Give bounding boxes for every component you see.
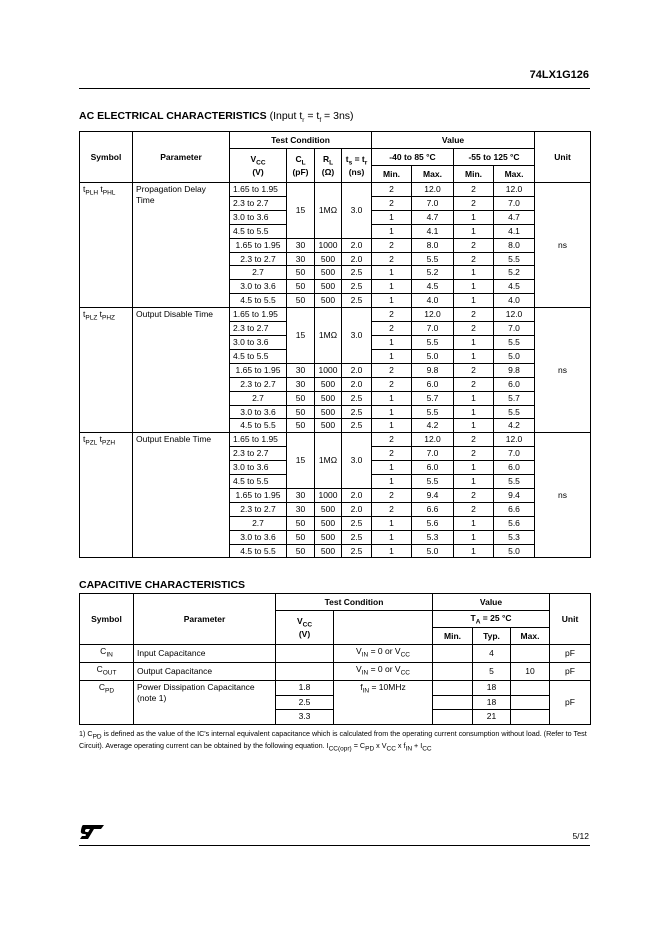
cap-max [511,710,550,725]
ac-cl: 15 [287,433,315,489]
ac-unit: ns [535,433,591,558]
ac-ts: 2.5 [342,391,372,405]
ac-cl: 50 [287,391,315,405]
ac-symbol: $t_{PLH}$ $t_{PHL}$ [80,183,133,308]
cap-unit: pF [550,663,591,681]
ac-min-85: 1 [372,516,412,530]
ac-max-125: 9.4 [494,488,535,502]
footnote: 1) $C_{PD}$ is defined as the value of the IC's internal equivalent capacitance which is calculated from the operating current consumption without load. (Refer to Test Circuit). Average operating current can be obtained by the following equation. $I_{CC(opr)} = C_{PD}$ x $V_{CC}$ x $f_{IN} + I_{CC}$ [79,729,587,753]
ac-min-85: 2 [372,377,412,391]
ac-cl: 30 [287,238,315,252]
ac-min-85: 2 [372,322,412,336]
ac-vcc: 2.3 to 2.7 [230,196,287,210]
ac-cl: 15 [287,183,315,239]
ac-vcc: 4.5 to 5.5 [230,544,287,558]
ac-vcc: 2.3 to 2.7 [230,322,287,336]
ac-cl: 50 [287,266,315,280]
ac-vcc: 2.3 to 2.7 [230,252,287,266]
ac-max-85: 4.1 [412,224,454,238]
cap-condition: $V_{IN} = 0$ or $V_{CC}$ [334,645,433,663]
ac-min-85: 2 [372,447,412,461]
cap-parameter: Input Capacitance [134,645,276,663]
ac-symbol: $t_{PLZ}$ $t_{PHZ}$ [80,308,133,433]
cap-vcc: 2.5 [276,695,334,710]
ac-cl: 50 [287,405,315,419]
ac-cl: 50 [287,280,315,294]
ac-max-85: 9.4 [412,488,454,502]
ac-max-125: 4.1 [494,224,535,238]
ac-min-85: 1 [372,530,412,544]
st-logo-icon [79,824,105,845]
ac-min-125: 1 [454,335,494,349]
ac-max-125: 4.0 [494,294,535,308]
ac-cl: 50 [287,294,315,308]
ac-rl: 1000 [315,488,342,502]
cap-header-condition-blank [334,611,433,645]
ac-vcc: 4.5 to 5.5 [230,475,287,489]
ac-ts: 2.5 [342,405,372,419]
ac-rl: 500 [315,405,342,419]
ac-min-85: 1 [372,335,412,349]
ac-min-125: 1 [454,405,494,419]
ac-rl: 500 [315,280,342,294]
cap-min [433,695,473,710]
ac-vcc: 2.7 [230,391,287,405]
cap-vcc: 1.8 [276,681,334,696]
ac-table-row [80,183,591,197]
ac-min-85: 1 [372,419,412,433]
ac-rl: 1MΩ [315,433,342,489]
cap-min [433,663,473,681]
ac-max-125: 7.0 [494,322,535,336]
ac-vcc: 2.3 to 2.7 [230,502,287,516]
ac-vcc: 1.65 to 1.95 [230,363,287,377]
ac-max-125: 5.5 [494,405,535,419]
ac-rl: 1000 [315,238,342,252]
capacitive-characteristics-table [79,593,591,725]
ac-min-85: 2 [372,252,412,266]
ac-characteristics-table [79,131,591,558]
cap-header-parameter: Parameter [134,594,276,645]
cap-row-cin [80,645,591,663]
ac-ts: 3.0 [342,433,372,489]
ac-vcc: 1.65 to 1.95 [230,488,287,502]
ac-max-125: 7.0 [494,196,535,210]
cap-max: 10 [511,663,550,681]
ac-vcc: 3.0 to 3.6 [230,280,287,294]
ac-min-125: 2 [454,447,494,461]
ac-max-85: 5.5 [412,405,454,419]
ac-min-85: 1 [372,266,412,280]
ac-ts: 2.0 [342,252,372,266]
header-range-85: -40 to 85 °C [372,149,454,166]
ac-ts: 2.0 [342,363,372,377]
ac-min-85: 2 [372,196,412,210]
ac-vcc: 1.65 to 1.95 [230,433,287,447]
ac-max-125: 5.7 [494,391,535,405]
cap-header-unit: Unit [550,594,591,645]
header-symbol: Symbol [80,132,133,183]
header-min: Min. [372,166,412,183]
ac-vcc: 3.0 to 3.6 [230,335,287,349]
ac-ts: 2.5 [342,280,372,294]
ac-vcc: 3.0 to 3.6 [230,405,287,419]
ac-vcc: 4.5 to 5.5 [230,294,287,308]
cap-typ: 18 [473,681,511,696]
ac-ts: 2.0 [342,502,372,516]
ac-max-85: 5.5 [412,335,454,349]
ac-vcc: 2.7 [230,266,287,280]
ac-min-125: 2 [454,488,494,502]
ac-vcc: 4.5 to 5.5 [230,224,287,238]
cap-parameter: Power Dissipation Capacitance (note 1) [134,681,276,725]
ac-min-85: 1 [372,349,412,363]
ac-max-85: 5.2 [412,266,454,280]
ac-cl: 30 [287,488,315,502]
ac-vcc: 1.65 to 1.95 [230,308,287,322]
ac-cl: 50 [287,419,315,433]
ac-rl: 500 [315,419,342,433]
cap-parameter: Output Capacitance [134,663,276,681]
header-max: Max. [412,166,454,183]
page-number: 5/12 [572,831,589,841]
ac-max-125: 12.0 [494,308,535,322]
ac-max-125: 7.0 [494,447,535,461]
part-number: 74LX1G126 [529,69,589,81]
cap-header-symbol: Symbol [80,594,134,645]
ac-rl: 500 [315,516,342,530]
ac-vcc: 3.0 to 3.6 [230,461,287,475]
ac-min-125: 1 [454,224,494,238]
ac-min-85: 1 [372,210,412,224]
footer-rule [79,845,590,846]
ac-max-85: 7.0 [412,322,454,336]
ac-min-125: 2 [454,433,494,447]
header-unit: Unit [535,132,591,183]
cap-row-cpd [80,681,591,696]
ac-ts: 2.5 [342,530,372,544]
ac-min-125: 1 [454,280,494,294]
ac-rl: 1000 [315,363,342,377]
cap-header-value: Value [433,594,550,611]
ac-max-125: 5.2 [494,266,535,280]
ac-max-125: 12.0 [494,183,535,197]
header-min: Min. [454,166,494,183]
ac-ts: 2.0 [342,488,372,502]
ac-max-125: 12.0 [494,433,535,447]
ac-min-125: 1 [454,461,494,475]
header-rule [79,88,590,89]
cap-header-typ: Typ. [473,628,511,645]
ac-max-85: 6.0 [412,377,454,391]
ac-table-row [80,433,591,447]
ac-parameter: Propagation Delay Time [133,183,230,308]
ac-max-125: 4.2 [494,419,535,433]
ac-ts: 2.5 [342,544,372,558]
ac-max-125: 9.8 [494,363,535,377]
ac-rl: 500 [315,502,342,516]
ac-max-85: 5.3 [412,530,454,544]
ac-max-85: 5.5 [412,252,454,266]
ac-max-85: 5.0 [412,349,454,363]
ac-max-125: 5.5 [494,252,535,266]
cap-symbol: $C_{IN}$ [80,645,134,663]
ac-max-125: 5.0 [494,544,535,558]
ac-max-125: 8.0 [494,238,535,252]
cap-max [511,695,550,710]
ac-min-125: 1 [454,349,494,363]
ac-min-125: 1 [454,210,494,224]
header-ts: $t_s = t_r$ (ns) [342,149,372,183]
cap-condition: $f_{IN} = 10MHz$ [334,681,433,725]
ac-vcc: 1.65 to 1.95 [230,238,287,252]
ac-min-125: 2 [454,377,494,391]
ac-min-125: 1 [454,544,494,558]
cap-typ: 5 [473,663,511,681]
ac-min-85: 1 [372,294,412,308]
ac-max-85: 12.0 [412,433,454,447]
ac-max-85: 5.6 [412,516,454,530]
header-vcc: $V_{CC}$ (V) [230,149,287,183]
ac-max-125: 4.5 [494,280,535,294]
ac-vcc: 2.3 to 2.7 [230,377,287,391]
cap-header-ta: $T_A = 25$ °C [433,611,550,628]
ac-vcc: 2.7 [230,516,287,530]
cap-header-vcc: $V_{CC}$ (V) [276,611,334,645]
ac-cl: 50 [287,530,315,544]
cap-unit: pF [550,645,591,663]
ac-max-85: 12.0 [412,183,454,197]
cap-header-max: Max. [511,628,550,645]
ac-max-125: 6.6 [494,502,535,516]
cap-unit: pF [550,681,591,725]
ac-min-125: 1 [454,419,494,433]
ac-max-85: 9.8 [412,363,454,377]
ac-min-125: 1 [454,294,494,308]
cap-typ: 18 [473,695,511,710]
ac-min-85: 1 [372,405,412,419]
cap-symbol: $C_{OUT}$ [80,663,134,681]
ac-vcc: 3.0 to 3.6 [230,530,287,544]
ac-max-125: 5.3 [494,530,535,544]
header-value: Value [372,132,535,149]
ac-ts: 2.5 [342,294,372,308]
ac-vcc: 4.5 to 5.5 [230,419,287,433]
ac-cl: 50 [287,544,315,558]
ac-max-85: 12.0 [412,308,454,322]
ac-min-85: 1 [372,544,412,558]
ac-min-85: 2 [372,502,412,516]
ac-max-85: 4.0 [412,294,454,308]
ac-rl: 500 [315,294,342,308]
ac-cl: 15 [287,308,315,364]
ac-vcc: 1.65 to 1.95 [230,183,287,197]
cap-vcc [276,645,334,663]
ac-min-125: 1 [454,475,494,489]
ac-max-125: 6.0 [494,461,535,475]
ac-rl: 500 [315,544,342,558]
header-parameter: Parameter [133,132,230,183]
ac-parameter: Output Disable Time [133,308,230,433]
cap-symbol: $C_{PD}$ [80,681,134,725]
ac-ts: 2.0 [342,238,372,252]
ac-min-85: 2 [372,183,412,197]
cap-min [433,645,473,663]
ac-min-85: 2 [372,308,412,322]
ac-min-125: 1 [454,391,494,405]
ac-max-125: 6.0 [494,377,535,391]
ac-min-85: 1 [372,224,412,238]
cap-max [511,681,550,696]
header-cl: $C_L$ (pF) [287,149,315,183]
cap-min [433,710,473,725]
ac-max-85: 5.5 [412,475,454,489]
ac-min-125: 2 [454,196,494,210]
ac-max-85: 5.7 [412,391,454,405]
cap-min [433,681,473,696]
ac-max-125: 5.5 [494,475,535,489]
ac-max-85: 4.5 [412,280,454,294]
cap-vcc: 3.3 [276,710,334,725]
ac-min-125: 2 [454,502,494,516]
ac-min-85: 1 [372,391,412,405]
cap-typ: 4 [473,645,511,663]
ac-section-title: AC ELECTRICAL CHARACTERISTICS (Input $t_r = t_f = 3ns$) [79,110,354,125]
ac-cl: 30 [287,363,315,377]
ac-max-125: 5.6 [494,516,535,530]
ac-max-85: 8.0 [412,238,454,252]
ac-min-85: 1 [372,280,412,294]
ac-unit: ns [535,308,591,433]
header-max: Max. [494,166,535,183]
ac-min-125: 2 [454,322,494,336]
ac-min-125: 2 [454,363,494,377]
ac-ts: 2.5 [342,516,372,530]
ac-ts: 3.0 [342,308,372,364]
ac-cl: 50 [287,516,315,530]
cap-max [511,645,550,663]
cap-vcc [276,663,334,681]
ac-unit: ns [535,183,591,308]
ac-max-85: 7.0 [412,196,454,210]
ac-rl: 500 [315,252,342,266]
ac-max-125: 4.7 [494,210,535,224]
ac-min-85: 1 [372,461,412,475]
ac-rl: 1MΩ [315,308,342,364]
ac-max-85: 4.7 [412,210,454,224]
ac-min-125: 1 [454,266,494,280]
ac-min-85: 1 [372,475,412,489]
ac-min-85: 2 [372,433,412,447]
ac-rl: 500 [315,377,342,391]
ac-ts: 3.0 [342,183,372,239]
ac-table-body [80,183,591,558]
ac-ts: 2.5 [342,266,372,280]
ac-vcc: 2.3 to 2.7 [230,447,287,461]
ac-symbol: $t_{PZL}$ $t_{PZH}$ [80,433,133,558]
ac-vcc: 3.0 to 3.6 [230,210,287,224]
ac-min-125: 2 [454,252,494,266]
ac-max-85: 6.0 [412,461,454,475]
ac-rl: 500 [315,391,342,405]
ac-min-85: 2 [372,238,412,252]
header-rl: $R_L$ (Ω) [315,149,342,183]
cap-condition: $V_{IN} = 0$ or $V_{CC}$ [334,663,433,681]
cap-header-min: Min. [433,628,473,645]
ac-max-125: 5.0 [494,349,535,363]
ac-min-85: 2 [372,488,412,502]
cap-row-cout [80,663,591,681]
ac-min-125: 2 [454,308,494,322]
ac-vcc: 4.5 to 5.5 [230,349,287,363]
ac-min-125: 1 [454,516,494,530]
ac-min-125: 2 [454,183,494,197]
ac-ts: 2.0 [342,377,372,391]
ac-max-125: 5.5 [494,335,535,349]
cap-typ: 21 [473,710,511,725]
ac-min-125: 1 [454,530,494,544]
ac-max-85: 5.0 [412,544,454,558]
ac-max-85: 7.0 [412,447,454,461]
header-test-condition: Test Condition [230,132,372,149]
ac-max-85: 4.2 [412,419,454,433]
header-range-125: -55 to 125 °C [454,149,535,166]
ac-cl: 30 [287,377,315,391]
cap-header-test-condition: Test Condition [276,594,433,611]
ac-min-125: 2 [454,238,494,252]
ac-max-85: 6.6 [412,502,454,516]
ac-min-85: 2 [372,363,412,377]
cap-section-title: CAPACITIVE CHARACTERISTICS [79,579,246,591]
ac-parameter: Output Enable Time [133,433,230,558]
ac-ts: 2.5 [342,419,372,433]
ac-rl: 500 [315,530,342,544]
ac-rl: 1MΩ [315,183,342,239]
ac-cl: 30 [287,502,315,516]
ac-cl: 30 [287,252,315,266]
ac-table-row [80,308,591,322]
ac-rl: 500 [315,266,342,280]
